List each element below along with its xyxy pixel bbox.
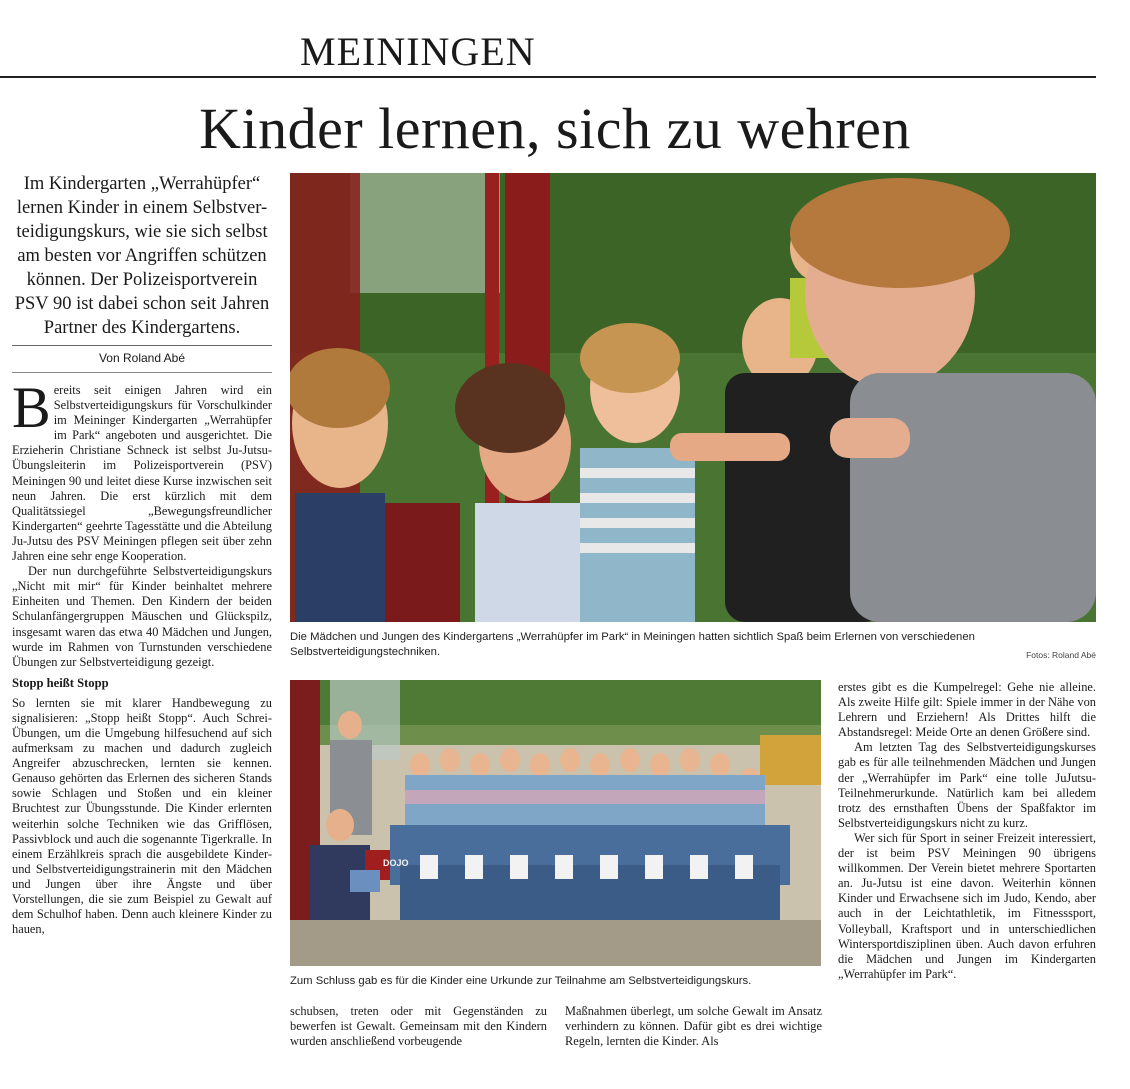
lead-line: Im Kindergarten „Werrahüpfer“: [23, 174, 261, 194]
paragraph: Maßnahmen überlegt, um solche Gewalt im Ansatz verhindern zu können. Dafür gibt es drei wichtige Regeln, lernten die Kinder. Als: [565, 1004, 822, 1049]
paragraph: Der nun durchgeführte Selbstverteidigungskurs „Nicht mit mir“ für Kinder beinhaltet mehrere Einheiten und Themen. Den Kindern der beiden Schulanfängergruppen Mäuschen und Glückspilz, insgesamt waren das etwa 40 Mädchen und Jungen, wurde im Rahmen von Turnstunden verschiedene Übungen zur Selbstverteidigung gezeigt.: [12, 564, 272, 669]
article-column-2: [290, 1004, 547, 1064]
drop-cap: B: [12, 383, 51, 440]
paragraph-text: ereits seit einigen Jahren wird ein Selbstverteidigungskurs für Vorschulkinder im Meininger Kindergarten „Werrahüpfer im Park“ angeboten und ausgerichtet. Die Erzieherin Christiane Schneck ist selbst Ju-Jutsu-Übungsleiterin im Polizeisportverein (PSV) Meiningen 90 und leitet diese Kurse inzwischen seit neun Jahren. Die erst kürzlich mit dem Qualitätssiegel „Bewegungsfreundlicher Kindergarten“ geehrte Tagesstätte und die Abteilung Ju-Jutsu des PSV Meiningen pflegen seit über zehn Jahren eine sehr enge Kooperation.: [12, 383, 272, 564]
paragraph: erstes gibt es die Kumpelregel: Gehe nie alleine. Als zweite Hilfe gilt: Spiele immer in der Nähe von Lehrern und Erziehern! Als Drittes hilft die Abstandsregel: Meide Orte an denen Größere sind.: [838, 680, 1096, 740]
first-paragraph: [12, 383, 272, 564]
photo-caption: Die Mädchen und Jungen des Kindergartens „Werrahüpfer im Park“ in Meiningen hatten sichtlich Spaß beim Erlernen von verschiedenen Selbstverteidigungstechniken.: [290, 631, 975, 658]
section-rule: [0, 76, 1096, 78]
paragraph: Am letzten Tag des Selbstverteidigungskurses gab es für alle teilnehmenden Mädchen und Jungen der „Werrahüpfer im Park“ eine tolle JuJutsu-Teilnehmerurkunde. Natürlich kam bei alledem trotz des ernsthaften Übens der Spaßfaktor im Selbstverteidigungskurs nicht zu kurz.: [838, 740, 1096, 830]
lead-line: lernen Kinder in einem Selbstver-: [16, 198, 268, 218]
byline: Von Roland Abé: [98, 351, 186, 365]
lead-line: können. Der Polizeisportverein: [26, 270, 258, 290]
paragraph: schubsen, treten oder mit Gegenständen zu bewerfen ist Gewalt. Gemeinsam mit den Kindern wurden anschließend vorbeugende: [290, 1004, 547, 1049]
byline-rule: [12, 345, 272, 346]
lead-line: PSV 90 ist dabei schon seit Jahren: [14, 294, 270, 314]
lead-line: teidigungskurs, wie sie sich selbst: [16, 222, 268, 242]
paragraph: So lernten sie mit klarer Handbewegung zu signalisieren: „Stopp heißt Stopp“. Auch Schrei-Übungen, um die Umgebung hilfesuchend auf sich aufmerksam zu machen und dadurch zugleich Angreifer abzuschrecken, lernten sie kennen. Genauso gehörten das Erlernen des sicheren Stands sowie Schlagen und Stoßen und ein kleiner Bruchtest zur Übungsstunde. Die Kinder erlernten weiterhin solche Techniken wie das Grifflösen, Passivblock und auch die sogenannte Tigerkralle. In einem Erzählkreis sprach die ausgebildete Kinder- und Selbstverteidigungstrainerin mit den Mädchen und Jungen über ihre Ängste und über Vorstellungen, die sie zum Beispiel zu Gewalt auf dem Schulhof haben. Denn auch kleinere Kinder zu hauen,: [12, 695, 272, 937]
headline: Kinder lernen, sich zu wehren: [199, 96, 911, 161]
lead-line: Partner des Kindergartens.: [43, 318, 241, 338]
photo-illustration: [290, 680, 821, 966]
lead-line: am besten vor Angriffen schützen: [17, 246, 267, 266]
article-column-1: [12, 383, 272, 1063]
byline-rule: [12, 372, 272, 373]
lead-paragraph: [12, 172, 272, 340]
photo-children-training: [290, 173, 1096, 622]
subheading: Stopp heißt Stopp: [12, 675, 109, 690]
article-column-3: [565, 1004, 822, 1064]
photo-credit: Fotos: Roland Abé: [1026, 650, 1096, 660]
paragraph: Wer sich für Sport in seiner Freizeit interessiert, der ist beim PSV Meiningen 90 übrigens willkommen. Der Verein bietet mehrere Sportarten an. Ju-Jutsu ist eine davon. Weiterhin können Kinder und Erwachsene sich im Judo, Kendo, aber auch in der Leichtathletik, im Fitnesssport, Volleyball, Kraftsport und in unterschiedlichen Wintersportdisziplinen üben. Auch davon erfuhren die Mädchen und Jungen im Kindergarten „Werrahüpfer im Park“.: [838, 830, 1096, 981]
photo-caption: Zum Schluss gab es für die Kinder eine Urkunde zur Teilnahme am Selbstverteidigungskurs.: [290, 975, 752, 987]
article-column-4: [838, 680, 1096, 1065]
photo-illustration: [290, 173, 1096, 622]
photo-group-certificates: [290, 680, 821, 966]
section-title: MEININGEN: [300, 29, 536, 74]
sign-text: DOJO: [383, 858, 409, 868]
